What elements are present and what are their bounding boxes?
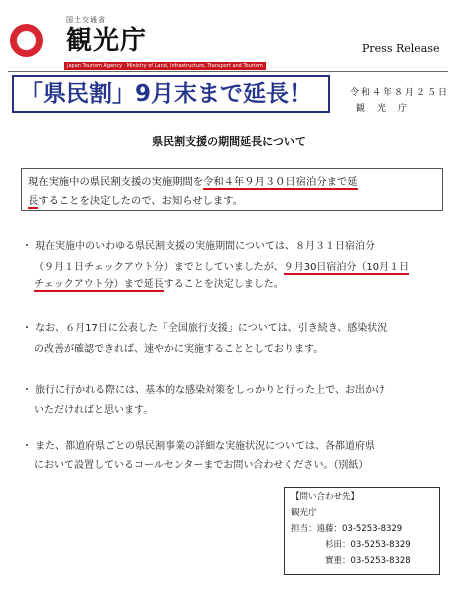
headline-banner: 「県民割」9月末まで延長！: [12, 75, 330, 113]
contact-row: 担当：遠藤：03-5253-8329: [291, 524, 403, 534]
agency-english-label: Japan Tourism Agency · Ministry of Land, Infrastructure, Transport and Tourism: [64, 62, 266, 70]
contact-agency: 観光庁: [291, 508, 317, 518]
summary-highlight: 長: [28, 195, 39, 207]
paragraph-1-line-1: ・ 現在実施中のいわゆる県民割支援の実施期間については、８月３１日宿泊分: [22, 241, 375, 252]
ministry-label: 国土交通省: [66, 16, 106, 24]
summary-text: することを決定したので、お知らせします。: [38, 195, 243, 207]
paragraph-1-line-3: [34, 275, 284, 290]
summary-text: 現在実施中の県民割支援の実施期間を: [28, 176, 204, 188]
release-date: 令和４年８月２５日: [350, 88, 450, 98]
summary-highlight: 令和４年９月３０日宿泊分まで延: [203, 176, 358, 188]
agency-logo-text: 観光庁: [66, 26, 148, 56]
issuer-name: 観光庁: [356, 104, 420, 114]
paragraph-highlight: チェックアウト分）まで延長: [34, 279, 164, 290]
paragraph-3-line-2: いただければと思います。: [34, 405, 154, 416]
paragraph-highlight: ９月30日宿泊分（10月１日: [283, 262, 410, 273]
paragraph-3-line-1: ・ 旅行に行かれる際には、基本的な感染対策をしっかりと行った上で、お出かけ: [22, 385, 385, 396]
paragraph-2-line-2: の改善が確認できれば、速やかに実施することとしております。: [34, 344, 324, 355]
paragraph-2-line-1: ・ なお、６月17日に公表した「全国旅行支援」については、引き続き、感染状況: [22, 323, 388, 334]
document-title: 県民割支援の期間延長について: [152, 135, 306, 148]
press-release-label: Press Release: [362, 42, 440, 55]
paragraph-4-line-2: において設置しているコールセンターまでお問い合わせください。（別紙）: [34, 460, 369, 471]
paragraph-text: することを決定しました。: [163, 279, 284, 290]
summary-line-2: [28, 192, 243, 207]
contact-heading: 【問い合わせ先】: [291, 492, 360, 502]
jta-logo-icon: [10, 24, 43, 57]
contact-row: 實重：03-5253-8328: [325, 556, 411, 566]
contact-row: 杉田：03-5253-8329: [325, 540, 411, 550]
paragraph-4-line-1: ・ また、都道府県ごとの県民割事業の詳細な実施状況については、各都道府県: [22, 441, 375, 452]
header-divider: [8, 71, 448, 72]
summary-line-1: [28, 173, 358, 188]
paragraph-text: （９月１日チェックアウト分）までとしていましたが、: [34, 262, 284, 273]
paragraph-1-line-2: [34, 258, 409, 273]
